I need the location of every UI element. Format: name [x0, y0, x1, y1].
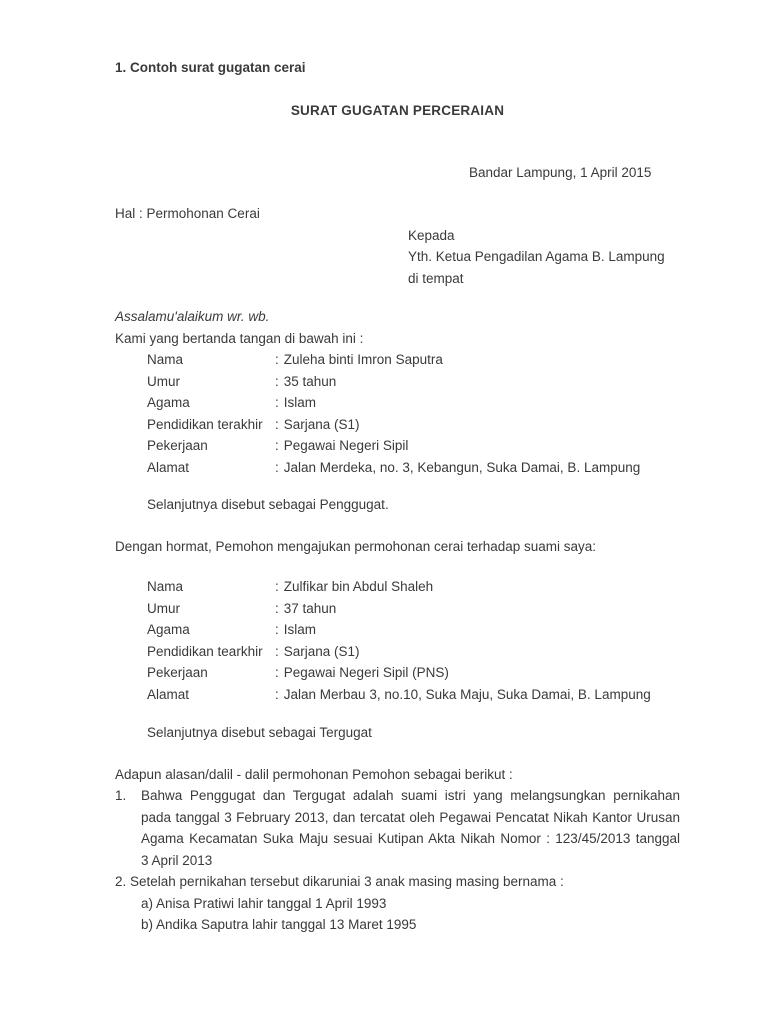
detail-value: Pegawai Negeri Sipil (PNS)	[283, 665, 449, 680]
detail-value: Sarjana (S1)	[283, 416, 360, 432]
reasons-intro: Adapun alasan/dalil - dalil permohonan Pemohon sebagai berikut :	[115, 766, 513, 782]
detail-label: Agama	[147, 622, 190, 637]
detail-colon: :	[275, 416, 279, 432]
detail-label: Agama	[147, 395, 190, 410]
detail-row	[115, 662, 680, 684]
detail-row	[115, 684, 680, 706]
child-item: a) Anisa Pratiwi lahir tanggal 1 April 1993	[141, 895, 387, 911]
detail-label: Pekerjaan	[147, 665, 208, 680]
reason-line: Bahwa Penggugat dan Tergugat adalah suami istri yang melangsungkan pernikahan	[141, 788, 680, 803]
document-content	[115, 0, 680, 936]
detail-label: Nama	[147, 352, 184, 367]
detail-label: Umur	[147, 373, 180, 389]
detail-row	[115, 371, 680, 393]
detail-label: Pendidikan terakhir	[147, 416, 263, 432]
detail-value: 35 tahun	[283, 373, 337, 389]
detail-row	[115, 576, 680, 598]
detail-colon: :	[275, 643, 279, 659]
detail-label: Pekerjaan	[147, 438, 208, 453]
detail-row	[115, 598, 680, 620]
detail-colon: :	[275, 438, 279, 453]
detail-colon: :	[275, 352, 279, 367]
detail-colon: :	[275, 622, 279, 637]
detail-row	[115, 641, 680, 663]
recipient-place: di tempat	[408, 270, 464, 286]
detail-value: Islam	[283, 622, 317, 637]
item-lines	[141, 785, 680, 871]
plaintiff-closing: Selanjutnya disebut sebagai Penggugat.	[147, 497, 389, 512]
defendant-details	[115, 576, 680, 705]
child-item: b) Andika Saputra lahir tanggal 13 Maret 1995	[141, 917, 417, 932]
reason-line: Agama Kecamatan Suka Maju sesuai Kutipan Akta Nikah Nomor : 123/45/2013 tanggal	[141, 831, 680, 846]
recipient-addressee: Yth. Ketua Pengadilan Agama B. Lampung	[408, 249, 665, 264]
detail-row	[115, 414, 680, 436]
detail-value: Islam	[283, 395, 317, 410]
date-line: Bandar Lampung, 1 April 2015	[469, 164, 652, 180]
detail-colon: :	[275, 395, 279, 410]
detail-colon: :	[275, 665, 279, 680]
defendant-closing: Selanjutnya disebut sebagai Tergugat	[147, 724, 372, 740]
item-number: 1.	[115, 788, 127, 803]
detail-label: Alamat	[147, 459, 190, 475]
detail-colon: :	[275, 600, 279, 616]
salutation-line: Assalamu'alaikum wr. wb.	[115, 309, 270, 324]
recipient-kepada: Kepada	[408, 227, 455, 243]
detail-colon: :	[275, 373, 279, 389]
document-title: SURAT GUGATAN PERCERAIAN	[290, 103, 505, 118]
detail-row	[115, 457, 680, 479]
intro-line: Kami yang bertanda tangan di bawah ini :	[115, 330, 364, 346]
recipient-block	[408, 225, 680, 290]
request-line: Dengan hormat, Pemohon mengajukan permohonan cerai terhadap suami saya:	[115, 538, 597, 554]
reason-line: pada tanggal 3 February 2013, dan tercatat oleh Pegawai Pencatat Nikah Kantor Urusan	[141, 809, 680, 825]
detail-colon: :	[275, 459, 279, 475]
detail-label: Pendidikan tearkhir	[147, 643, 263, 659]
detail-value: Jalan Merbau 3, no.10, Suka Maju, Suka Damai, B. Lampung	[283, 686, 651, 702]
detail-value: Jalan Merdeka, no. 3, Kebangun, Suka Damai, B. Lampung	[283, 459, 641, 475]
detail-value: Sarjana (S1)	[283, 643, 360, 659]
detail-value: Zulfikar bin Abdul Shaleh	[283, 579, 434, 594]
reason-item-2: 2. Setelah pernikahan tersebut dikaruniai 3 anak masing masing bernama :	[115, 874, 564, 889]
subject-line: Hal : Permohonan Cerai	[115, 206, 260, 221]
plaintiff-details	[115, 349, 680, 478]
example-heading: 1. Contoh surat gugatan cerai	[115, 60, 306, 75]
detail-value: Pegawai Negeri Sipil	[283, 438, 409, 453]
detail-label: Nama	[147, 579, 184, 594]
detail-row	[115, 619, 680, 641]
reason-item-1	[115, 785, 680, 871]
detail-value: Zuleha binti Imron Saputra	[283, 352, 443, 367]
detail-label: Alamat	[147, 686, 190, 702]
reason-line: 3 April 2013	[141, 852, 213, 868]
detail-colon: :	[275, 686, 279, 702]
detail-row	[115, 392, 680, 414]
detail-colon: :	[275, 579, 279, 594]
detail-row	[115, 349, 680, 371]
detail-label: Umur	[147, 600, 180, 616]
detail-row	[115, 435, 680, 457]
detail-value: 37 tahun	[283, 600, 337, 616]
